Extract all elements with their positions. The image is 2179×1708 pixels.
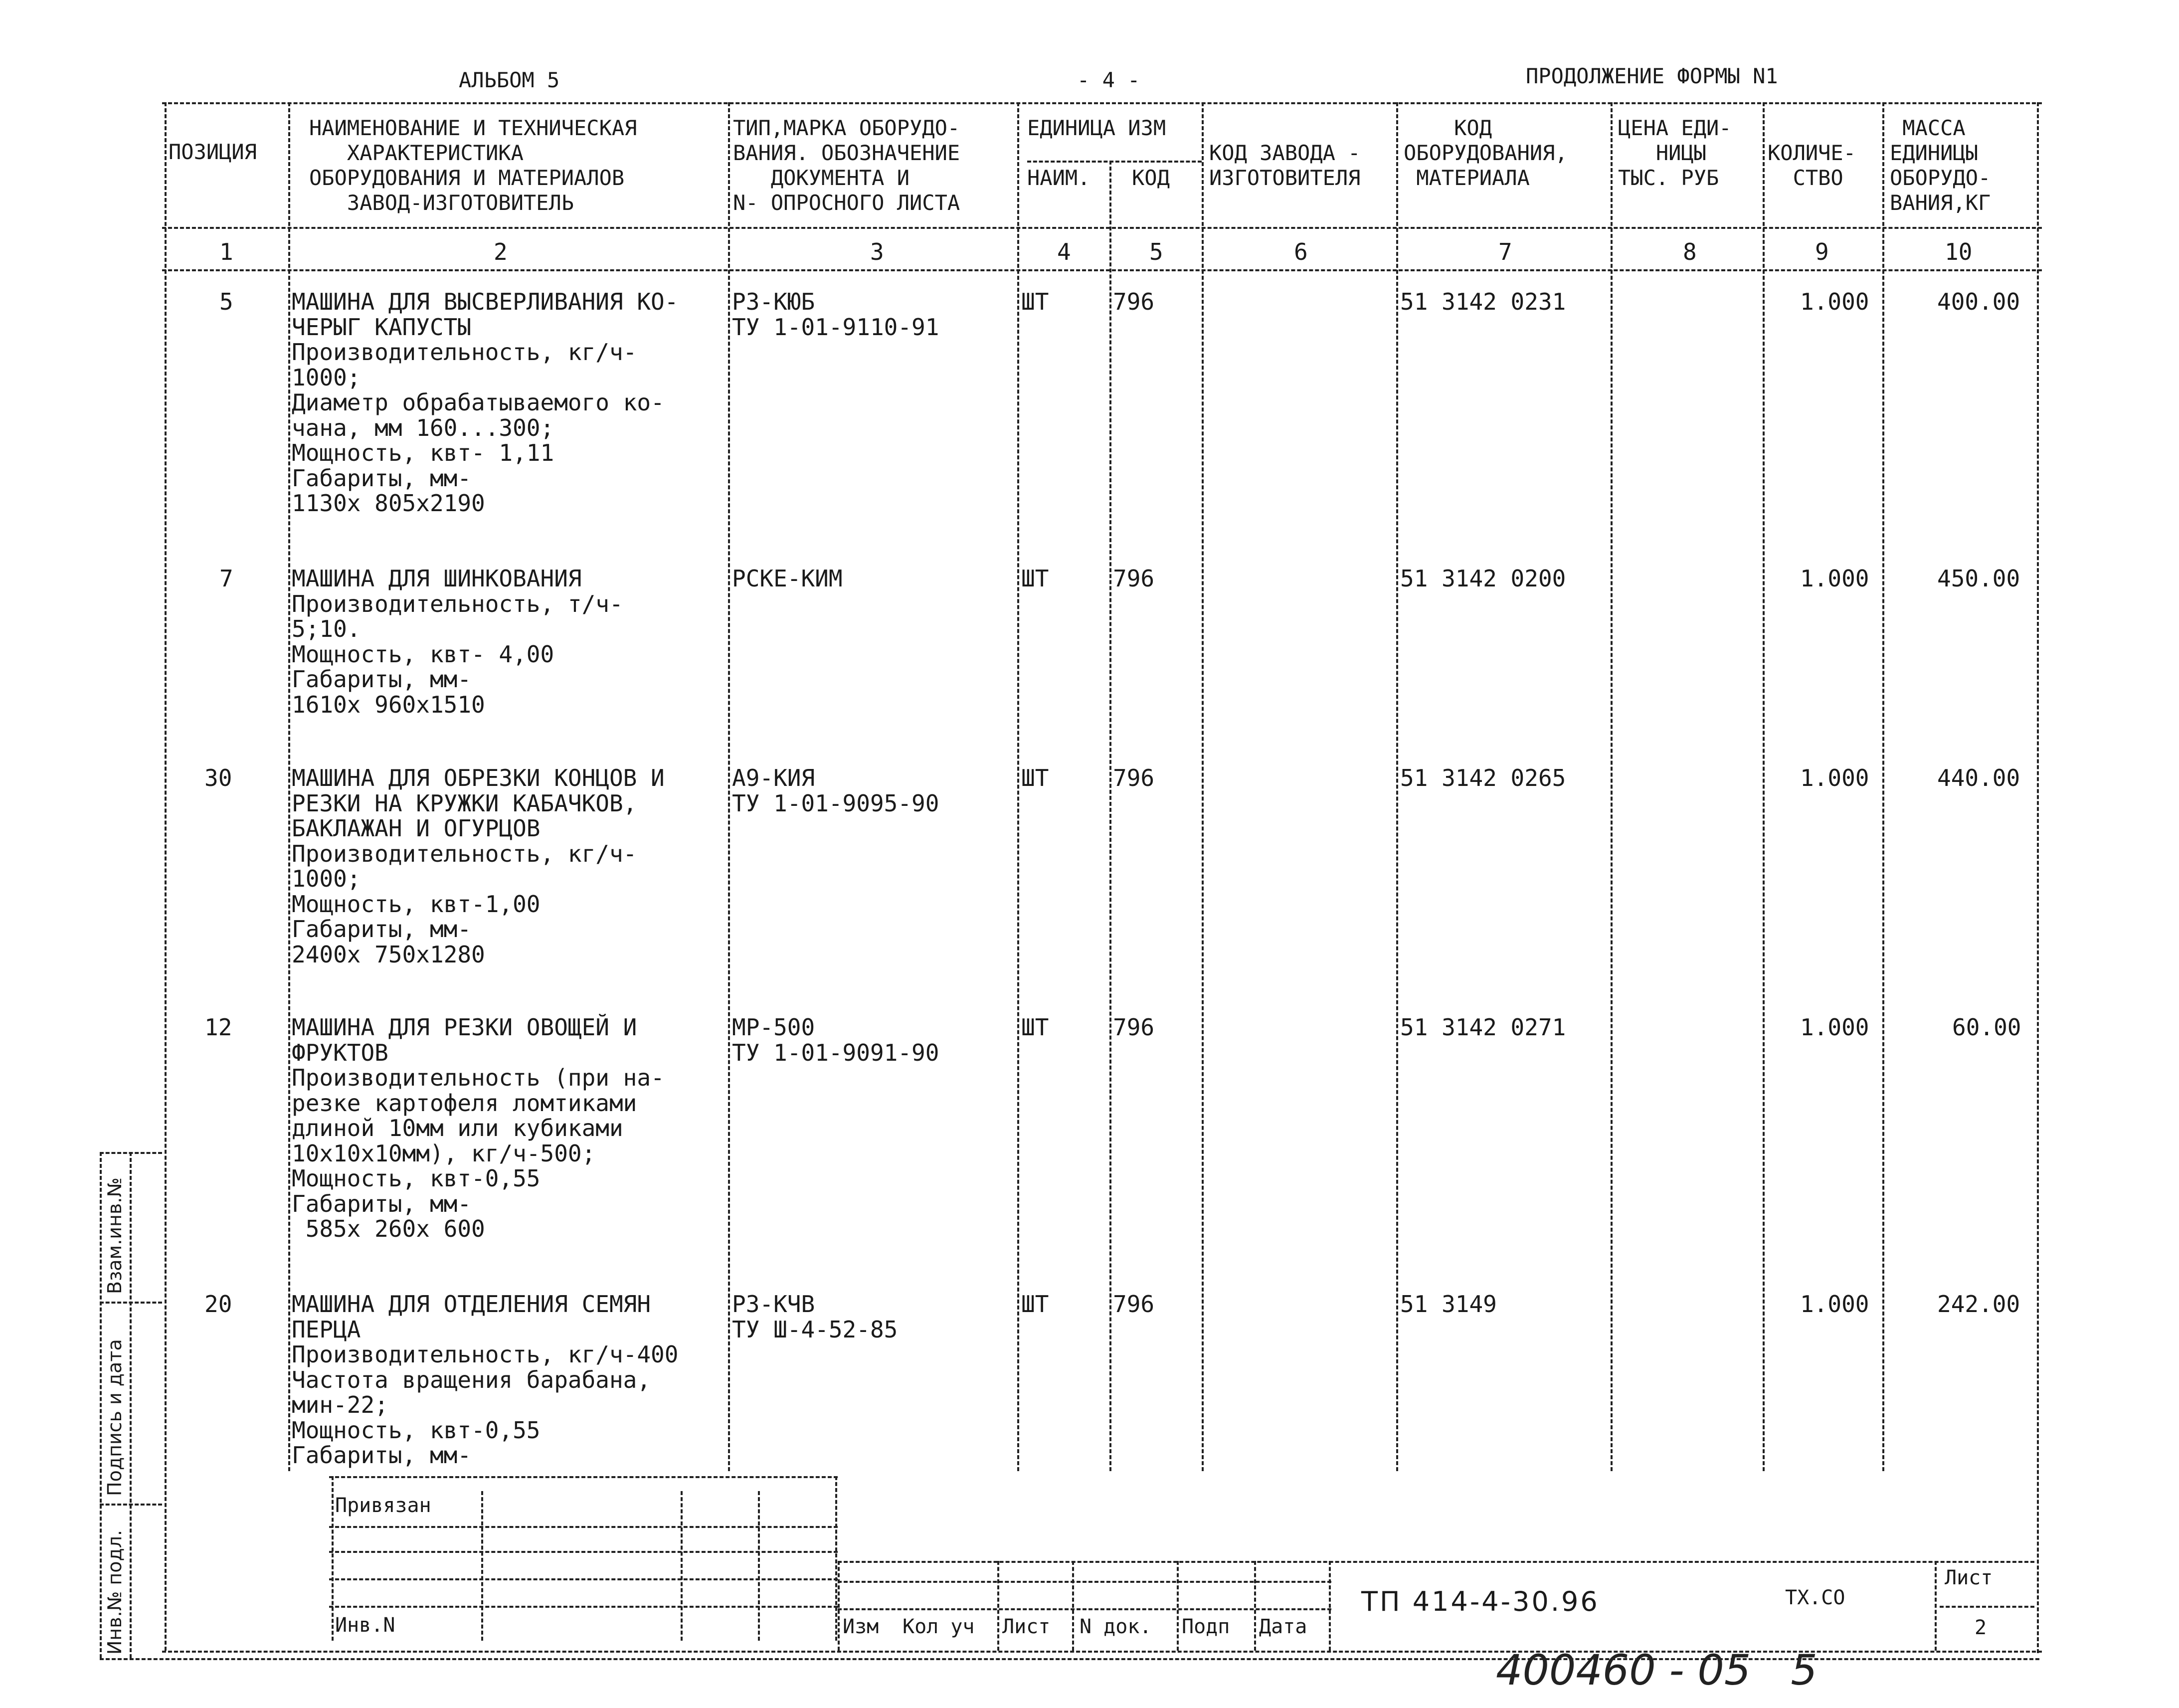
row-name: МАШИНА ДЛЯ ОТДЕЛЕНИЯ СЕМЯН ПЕРЦА Производительность, кг/ч-400 Частота вращения барабана, мин-22; Мощность, квт-0,55 Габариты, мм- (292, 1291, 679, 1469)
row-type: А9-КИЯ ТУ 1-01-9095-90 (732, 764, 939, 817)
row-type: РЗ-КЧВ ТУ Ш-4-52-85 (732, 1291, 898, 1343)
colnum-4: 4 (1057, 238, 1071, 265)
row-unit: ШТ (1021, 288, 1049, 315)
colnum-5: 5 (1149, 238, 1163, 265)
row-equipment-code: 51 3142 0271 (1400, 1014, 1566, 1041)
colnum-8: 8 (1683, 238, 1697, 265)
row-unit-code: 796 (1113, 1291, 1155, 1318)
header-name: НАИМЕНОВАНИЕ И ТЕХНИЧЕСКАЯ ХАРАКТЕРИСТИКА ОБОРУДОВАНИЯ И МАТЕРИАЛОВ ЗАВОД-ИЗГОТОВИТЕЛЬ (309, 116, 637, 215)
stamp-kol-uch: Кол уч (903, 1615, 975, 1638)
row-name: МАШИНА ДЛЯ ШИНКОВАНИЯ Производительность, т/ч- 5;10. Мощность, квт- 4,00 Габариты, мм- 1610х 960х1510 (292, 565, 623, 718)
stamp-n-dok: N док. (1080, 1615, 1152, 1638)
row-quantity: 1.000 (1800, 565, 1869, 592)
row-equipment-code: 51 3142 0265 (1400, 764, 1566, 791)
colnum-9: 9 (1815, 238, 1829, 265)
row-mass: 400.00 (1937, 288, 2020, 315)
side-label-podpis: Подпись и дата (104, 1339, 126, 1496)
row-unit: ШТ (1021, 1014, 1049, 1041)
header-unit-group: ЕДИНИЦА ИЗМ (1027, 116, 1166, 140)
stamp-izm: Изм (843, 1615, 879, 1638)
header-position: ПОЗИЦИЯ (169, 140, 257, 164)
stamp-inv-n: Инв.N (335, 1614, 395, 1637)
colnum-2: 2 (494, 238, 508, 265)
colnum-7: 7 (1498, 238, 1512, 265)
row-equipment-code: 51 3149 (1400, 1291, 1497, 1318)
row-mass: 450.00 (1937, 565, 2020, 592)
row-position: 5 (219, 288, 233, 315)
colnum-3: 3 (870, 238, 884, 265)
form-continuation: ПРОДОЛЖЕНИЕ ФОРМЫ N1 (1526, 64, 1778, 88)
row-mass: 440.00 (1937, 764, 2020, 791)
colnum-10: 10 (1945, 238, 1973, 265)
row-unit-code: 796 (1113, 1014, 1155, 1041)
row-equipment-code: 51 3142 0231 (1400, 288, 1566, 315)
header-mass: МАССА ЕДИНИЦЫ ОБОРУДО- ВАНИЯ,КГ (1890, 116, 1991, 215)
colnum-6: 6 (1294, 238, 1308, 265)
row-mass: 242.00 (1937, 1291, 2020, 1318)
header-quantity: КОЛИЧЕ- СТВО (1768, 141, 1856, 190)
row-name: МАШИНА ДЛЯ ВЫСВЕРЛИВАНИЯ КО- ЧЕРЫГ КАПУСТЫ Производительность, кг/ч- 1000; Диаметр обрабатываемого ко- чана, мм 160...300; Мощность, квт- 1,11 Габариты, мм- 1130х 805х2190 (292, 288, 679, 517)
row-unit: ШТ (1021, 764, 1049, 791)
row-unit-code: 796 (1113, 288, 1155, 315)
row-type: РСКЕ-КИМ (732, 565, 843, 592)
row-unit-code: 796 (1113, 764, 1155, 791)
project-code: ТП 414-4-30.96 (1361, 1586, 1600, 1617)
header-equipment-code: КОД ОБОРУДОВАНИЯ, МАТЕРИАЛА (1404, 116, 1568, 190)
row-quantity: 1.000 (1800, 1291, 1869, 1318)
row-position: 20 (204, 1291, 232, 1318)
row-equipment-code: 51 3142 0200 (1400, 565, 1566, 592)
row-unit: ШТ (1021, 1291, 1049, 1318)
stamp-list: Лист (1002, 1615, 1051, 1638)
album-label: АЛЬБОМ 5 (459, 68, 560, 92)
handwritten-number: 400460 - 05 5 (1496, 1646, 1817, 1695)
colnum-1: 1 (219, 238, 233, 265)
header-type: ТИП,МАРКА ОБОРУДО- ВАНИЯ. ОБОЗНАЧЕНИЕ ДОКУМЕНТА И N- ОПРОСНОГО ЛИСТА (733, 116, 960, 215)
stamp-privyazan: Привязан (335, 1494, 431, 1517)
row-unit: ШТ (1021, 565, 1049, 592)
page-number: - 4 - (1077, 68, 1140, 92)
row-mass: 60.00 (1952, 1014, 2021, 1041)
row-position: 7 (219, 565, 233, 592)
sheet-label: Лист (1945, 1566, 1993, 1589)
row-quantity: 1.000 (1800, 1014, 1869, 1041)
row-name: МАШИНА ДЛЯ РЕЗКИ ОВОЩЕЙ И ФРУКТОВ Производительность (при на- резке картофеля ломтиками длиной 10мм или кубиками 10х10х10мм), кг/ч-500; Мощность, квт-0,55 Габариты, мм- 585х 260х 600 (292, 1014, 665, 1242)
sheet-code: ТХ.СО (1785, 1586, 1845, 1609)
row-name: МАШИНА ДЛЯ ОБРЕЗКИ КОНЦОВ И РЕЗКИ НА КРУЖКИ КАБАЧКОВ, БАКЛАЖАН И ОГУРЦОВ Производительность, кг/ч- 1000; Мощность, квт-1,00 Габариты, мм- 2400х 750х1280 (292, 764, 665, 968)
row-quantity: 1.000 (1800, 288, 1869, 315)
header-plant-code: КОД ЗАВОДА - ИЗГОТОВИТЕЛЯ (1209, 141, 1361, 190)
header-unit-code: КОД (1132, 166, 1170, 190)
header-unit-name: НАИМ. (1027, 166, 1090, 190)
side-label-vzam: Взам.инв.№ (104, 1177, 126, 1294)
row-type: МР-500 ТУ 1-01-9091-90 (732, 1014, 939, 1066)
sheet-number: 2 (1975, 1616, 1987, 1639)
row-quantity: 1.000 (1800, 764, 1869, 791)
side-label-inv-podl: Инв.№ подл. (104, 1529, 126, 1655)
row-position: 12 (204, 1014, 232, 1041)
stamp-podp: Подп (1182, 1615, 1230, 1638)
row-type: РЗ-КЮБ ТУ 1-01-9110-91 (732, 288, 939, 341)
header-price: ЦЕНА ЕДИ- НИЦЫ ТЫС. РУБ (1618, 116, 1732, 190)
row-position: 30 (204, 764, 232, 791)
stamp-data: Дата (1259, 1615, 1307, 1638)
row-unit-code: 796 (1113, 565, 1155, 592)
